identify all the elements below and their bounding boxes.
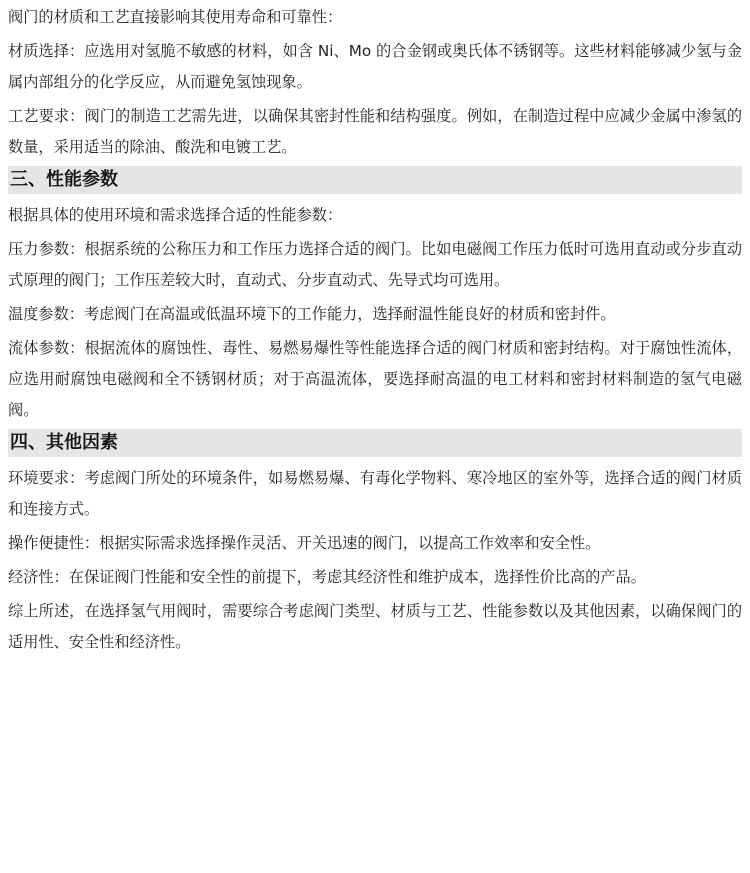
paragraph-pressure: 压力参数：根据系统的公称压力和工作压力选择合适的阀门。比如电磁阀工作压力低时可选用直动或分步直动式原理的阀门；工作压差较大时，直动式、分步直动式、先导式均可选用。 <box>8 240 742 289</box>
paragraph-economy: 经济性：在保证阀门性能和安全性的前提下，考虑其经济性和维护成本，选择性价比高的产品。 <box>8 568 646 586</box>
paragraph-material-choice: 材质选择：应选用对氢脆不敏感的材料，如含 Ni、Mo 的合金钢或奥氏体不锈钢等。这些材料能够减少氢与金属内部组分的化学反应，从而避免氢蚀现象。 <box>8 42 742 91</box>
section-heading-other-factors: 四、其他因素 <box>8 429 742 457</box>
paragraph-environment: 环境要求：考虑阀门所处的环境条件，如易燃易爆、有毒化学物料、寒冷地区的室外等，选择合适的阀门材质和连接方式。 <box>8 469 742 518</box>
paragraph-materials-intro: 阀门的材质和工艺直接影响其使用寿命和可靠性： <box>8 8 343 26</box>
paragraph-temperature: 温度参数：考虑阀门在高温或低温环境下的工作能力，选择耐温性能良好的材质和密封件。 <box>8 305 616 323</box>
paragraph-summary: 综上所述，在选择氢气用阀时，需要综合考虑阀门类型、材质与工艺、性能参数以及其他因素，以确保阀门的适用性、安全性和经济性。 <box>8 602 742 651</box>
paragraph-operation: 操作便捷性：根据实际需求选择操作灵活、开关迅速的阀门，以提高工作效率和安全性。 <box>8 534 601 552</box>
paragraph-performance-intro: 根据具体的使用环境和需求选择合适的性能参数： <box>8 206 343 224</box>
section-heading-performance: 三、性能参数 <box>8 166 742 194</box>
paragraph-process-requirements: 工艺要求：阀门的制造工艺需先进，以确保其密封性能和结构强度。例如，在制造过程中应减少金属中渗氢的数量，采用适当的除油、酸洗和电镀工艺。 <box>8 107 742 156</box>
paragraph-fluid: 流体参数：根据流体的腐蚀性、毒性、易燃易爆性等性能选择合适的阀门材质和密封结构。对于腐蚀性流体，应选用耐腐蚀电磁阀和全不锈钢材质；对于高温流体，要选择耐高温的电工材料和密封材料制造的氢气电磁阀。 <box>8 339 742 419</box>
